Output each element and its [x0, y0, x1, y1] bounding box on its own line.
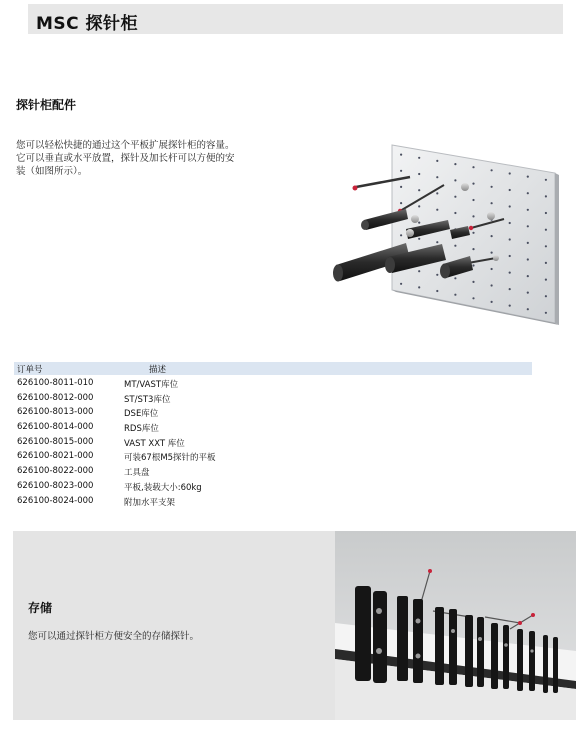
- table-row: [14, 421, 534, 436]
- page-title: MSC 探针柜: [36, 14, 139, 34]
- order-description: 可装67根M5探针的平板: [124, 453, 216, 464]
- order-description: 平板,装载大小:60kg: [124, 482, 202, 493]
- order-description: RDS库位: [124, 424, 159, 435]
- table-row: [14, 495, 534, 510]
- table-row: [14, 392, 534, 407]
- order-table: [14, 377, 534, 509]
- order-description: VAST XXT 库位: [124, 438, 185, 449]
- accessories-description: [16, 139, 266, 178]
- order-number: 626100-8022-000: [17, 466, 94, 477]
- order-number: 626100-8021-000: [17, 451, 94, 462]
- order-number: 626100-8014-000: [17, 422, 94, 433]
- table-header: [14, 362, 532, 375]
- order-number: 626100-8015-000: [17, 436, 94, 447]
- table-row: [14, 377, 534, 392]
- order-description: DSE库位: [124, 409, 159, 420]
- order-description: 附加水平支架: [124, 497, 176, 508]
- accessories-title: 探针柜配件: [16, 98, 77, 112]
- table-row: [14, 406, 534, 421]
- description-line: 您可以轻松快捷的通过这个平板扩展探针柜的容量。: [16, 140, 235, 151]
- table-row: [14, 480, 534, 495]
- storage-title: 存储: [28, 601, 53, 615]
- table-row: [14, 465, 534, 480]
- storage-description: 您可以通过探针柜方便安全的存储探针。: [28, 631, 200, 642]
- order-number: 626100-8023-000: [17, 480, 94, 491]
- table-row: [14, 450, 534, 465]
- description-line: 装（如图所示）。: [16, 166, 88, 177]
- pegboard-product-image: [318, 125, 576, 335]
- order-number: 626100-8013-000: [17, 407, 94, 418]
- order-number: 626100-8011-010: [17, 378, 94, 388]
- order-description: ST/ST3库位: [124, 394, 171, 405]
- storage-panel: [13, 531, 335, 720]
- order-number: 626100-8012-000: [17, 392, 94, 403]
- order-description: MT/VAST库位: [124, 380, 179, 390]
- description-line: 它可以垂直或水平放置，探针及加长杆可以方便的安: [16, 153, 235, 164]
- order-number: 626100-8024-000: [17, 495, 94, 506]
- column-header-order: 订单号: [17, 365, 43, 375]
- probe-rack-image: [335, 531, 576, 720]
- order-description: 工具盘: [124, 468, 150, 479]
- header-bar: [28, 4, 563, 34]
- column-header-description: 描述: [149, 365, 167, 375]
- table-row: [14, 436, 534, 451]
